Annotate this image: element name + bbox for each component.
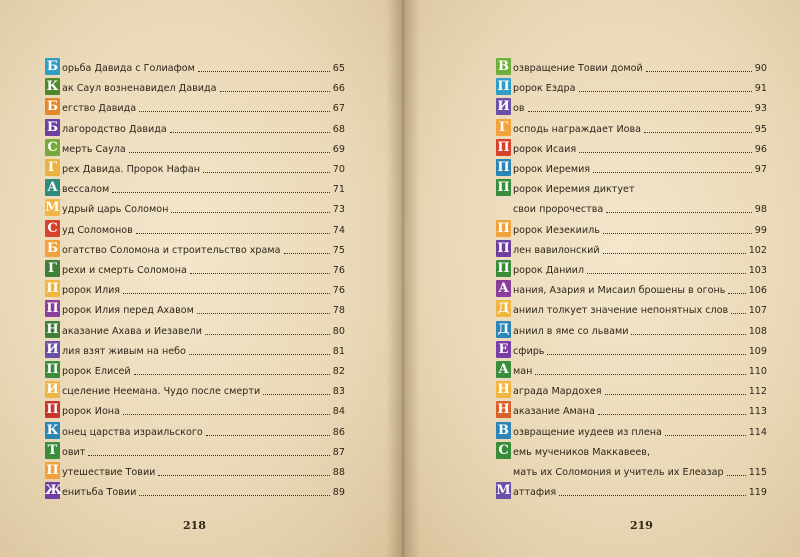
drop-cap-initial: Б — [46, 59, 59, 74]
dot-leader — [139, 495, 329, 496]
drop-cap-initial: П — [497, 160, 510, 175]
right-page-number: 219 — [630, 519, 653, 532]
toc-page-number: 96 — [754, 143, 767, 155]
drop-cap-initial: Е — [496, 341, 511, 358]
toc-entry-title: лагородство Давида — [62, 123, 167, 135]
drop-cap-initial: М — [496, 483, 511, 499]
dot-leader — [190, 273, 330, 274]
toc-entry-title: уд Соломонов — [62, 224, 133, 236]
drop-cap-initial: Д — [497, 301, 510, 317]
drop-cap-initial: Б — [46, 119, 59, 135]
dot-leader — [197, 313, 330, 314]
dot-leader — [170, 132, 330, 133]
dot-leader — [631, 334, 745, 335]
dot-leader — [646, 71, 752, 72]
toc-entry — [496, 178, 767, 196]
toc-entry — [45, 219, 345, 237]
toc-page-number: 73 — [332, 204, 345, 216]
toc-entry-title: вессалом — [62, 184, 110, 196]
dot-leader — [134, 374, 330, 375]
toc-entry-title: аказание Амана — [513, 406, 595, 418]
dot-leader — [205, 334, 330, 335]
toc-page-number: 91 — [754, 83, 767, 95]
toc-entry — [496, 340, 767, 358]
drop-cap-initial: С — [45, 139, 60, 156]
toc-entry — [45, 400, 345, 418]
drop-cap-initial: С — [45, 220, 60, 237]
drop-cap-initial: Г — [496, 119, 511, 136]
toc-entry — [496, 158, 767, 176]
toc-page-number: 69 — [332, 143, 345, 155]
dot-leader — [606, 212, 752, 213]
toc-entry-title: ророк Иеремия диктует — [513, 184, 635, 196]
dot-leader — [593, 172, 752, 173]
drop-cap-initial: П — [46, 463, 59, 478]
toc-entry-title: удрый царь Соломон — [62, 204, 169, 216]
toc-entry — [496, 259, 767, 277]
dot-leader — [728, 293, 745, 294]
toc-entry — [45, 239, 345, 257]
dot-leader — [605, 394, 746, 395]
toc-entry — [45, 259, 345, 277]
toc-entry-title: ророк Иеремия — [513, 164, 591, 175]
drop-cap-initial: И — [46, 382, 59, 398]
drop-cap-initial: М — [45, 200, 60, 216]
toc-page-number: 89 — [332, 487, 345, 499]
drop-cap-initial: Б — [46, 99, 59, 115]
drop-cap-initial: П — [497, 79, 510, 95]
toc-entry-title: нания, Азария и Мисаил брошены в огонь — [513, 285, 726, 297]
drop-cap-initial: Н — [497, 402, 510, 418]
toc-page-number: 103 — [748, 265, 767, 276]
dot-leader — [139, 111, 330, 112]
dot-leader — [88, 455, 329, 456]
toc-page-number: 68 — [332, 123, 345, 135]
toc-entry-title: ророк Даниил — [513, 265, 585, 276]
drop-cap-initial: Ж — [45, 483, 63, 499]
drop-cap-initial: В — [498, 59, 509, 74]
toc-entry-title: ророк Илия перед Ахавом — [62, 305, 194, 317]
dot-leader — [559, 495, 746, 496]
drop-cap-initial: П — [497, 220, 510, 236]
toc-entry — [496, 219, 767, 237]
toc-entry — [45, 320, 345, 338]
drop-cap-initial: Г — [45, 260, 60, 277]
drop-cap-initial: А — [496, 280, 511, 297]
toc-entry — [496, 299, 767, 317]
toc-entry — [45, 461, 345, 479]
toc-page-number: 97 — [754, 164, 767, 175]
toc-entry-title: ророк Исаия — [513, 143, 577, 155]
toc-entry — [45, 441, 345, 459]
toc-entry-title: сцеление Неемана. Чудо после смерти — [62, 386, 261, 398]
dot-leader — [112, 192, 330, 193]
toc-entry-title: ман — [513, 366, 533, 377]
dot-leader — [203, 172, 330, 173]
dot-leader — [123, 414, 330, 415]
drop-cap-initial: Н — [497, 382, 510, 398]
toc-page-number: 98 — [754, 204, 767, 216]
drop-cap-initial: А — [45, 179, 60, 196]
toc-entry — [496, 239, 767, 257]
toc-page-number: 80 — [332, 325, 345, 337]
toc-entry-title: емь мучеников Маккавеев, — [513, 446, 650, 458]
toc-page-number: 107 — [748, 305, 767, 317]
toc-entry — [496, 380, 767, 398]
toc-entry — [496, 481, 767, 499]
toc-page-number: 76 — [332, 285, 345, 297]
toc-entry-title: огатство Соломона и строительство храма — [62, 244, 281, 256]
toc-entry-continuation — [513, 461, 767, 479]
toc-entry — [496, 138, 767, 156]
dot-leader — [727, 475, 746, 476]
toc-entry-title: егство Давида — [62, 103, 137, 115]
toc-entry — [45, 299, 345, 317]
toc-entry-title: онец царства израильского — [62, 426, 203, 438]
drop-cap-initial: В — [498, 422, 509, 438]
toc-page-number: 108 — [748, 325, 767, 337]
toc-entry-title: лен вавилонский — [513, 244, 600, 256]
toc-entry — [45, 340, 345, 358]
toc-entry-title: сфирь — [513, 345, 545, 357]
drop-cap-initial: П — [46, 281, 59, 297]
toc-entry-title: овит — [62, 446, 86, 458]
drop-cap-initial: К — [46, 422, 59, 438]
drop-cap-initial: П — [46, 402, 59, 418]
toc-page-number: 75 — [332, 244, 345, 256]
left-page-number: 218 — [183, 519, 206, 532]
toc-entry — [496, 441, 767, 459]
toc-entry — [496, 360, 767, 378]
dot-leader — [731, 313, 746, 314]
toc-entry-title: мерть Саула — [62, 143, 126, 155]
toc-entry-title: лия взят живым на небо — [62, 345, 186, 357]
toc-entry-title: мать их Соломония и учитель их Елеазар — [513, 467, 724, 478]
toc-entry — [45, 158, 345, 176]
toc-page-number: 110 — [748, 366, 767, 377]
toc-page-number: 93 — [754, 103, 767, 115]
drop-cap-initial: Т — [45, 442, 60, 459]
toc-entry-title: аниил в яме со львами — [513, 325, 629, 337]
toc-entry-title: ак Саул возненавидел Давида — [62, 83, 217, 95]
dot-leader — [603, 233, 752, 234]
toc-entry-title: ророк Иезекииль — [513, 224, 600, 236]
drop-cap-initial: И — [46, 341, 59, 357]
toc-entry — [45, 421, 345, 439]
toc-entry — [45, 178, 345, 196]
toc-entry-title: ов — [513, 103, 525, 115]
toc-entry-title: свои пророчества — [513, 204, 604, 216]
dot-leader — [603, 253, 746, 254]
toc-entry — [45, 97, 345, 115]
toc-entry — [496, 279, 767, 297]
toc-entry-title: аказание Ахава и Иезавели — [62, 325, 202, 337]
toc-page-number: 82 — [332, 366, 345, 377]
drop-cap-initial: Г — [45, 159, 60, 176]
drop-cap-initial: П — [46, 362, 59, 377]
toc-entry-title: ророк Елисей — [62, 366, 131, 377]
toc-entry-continuation — [513, 198, 767, 216]
drop-cap-initial: П — [497, 139, 510, 155]
dot-leader — [284, 253, 330, 254]
right-page — [402, 0, 800, 557]
toc-entry — [496, 421, 767, 439]
toc-entry — [45, 279, 345, 297]
toc-page-number: 106 — [748, 285, 767, 297]
toc-entry — [496, 77, 767, 95]
toc-entry — [496, 97, 767, 115]
toc-entry-title: енитьба Товии — [62, 487, 137, 499]
toc-page-number: 67 — [332, 103, 345, 115]
drop-cap-initial: П — [46, 301, 59, 317]
toc-page-number: 119 — [748, 487, 767, 499]
toc-page-number: 71 — [332, 184, 345, 196]
toc-entry-title: рех Давида. Пророк Нафан — [62, 164, 201, 175]
dot-leader — [547, 354, 745, 355]
drop-cap-initial: Н — [46, 321, 59, 337]
toc-page-number: 113 — [748, 406, 767, 418]
toc-page-number: 114 — [748, 426, 767, 438]
dot-leader — [579, 91, 752, 92]
toc-entry-title: ророк Иона — [62, 406, 120, 418]
toc-entry-title: аниил толкует значение непонятных слов — [513, 305, 729, 317]
toc-page-number: 86 — [332, 426, 345, 438]
toc-entry — [496, 57, 767, 75]
drop-cap-initial: А — [496, 361, 511, 378]
toc-page-number: 99 — [754, 224, 767, 236]
dot-leader — [129, 152, 330, 153]
toc-entry-title: озвращение иудеев из плена — [513, 426, 662, 438]
drop-cap-initial: И — [497, 99, 510, 115]
toc-entry — [45, 118, 345, 136]
toc-entry-title: рехи и смерть Соломона — [62, 265, 187, 276]
toc-entry-title: озвращение Товии домой — [513, 63, 643, 74]
toc-page-number: 87 — [332, 446, 345, 458]
toc-page-number: 109 — [748, 345, 767, 357]
dot-leader — [644, 132, 752, 133]
toc-entry — [45, 77, 345, 95]
toc-entry — [45, 481, 345, 499]
toc-page-number: 81 — [332, 345, 345, 357]
toc-page-number: 112 — [748, 386, 767, 398]
toc-page-number: 70 — [332, 164, 345, 175]
toc-entry-title: орьба Давида с Голиафом — [62, 63, 195, 74]
dot-leader — [665, 435, 746, 436]
toc-page-number: 78 — [332, 305, 345, 317]
toc-entry — [45, 198, 345, 216]
dot-leader — [198, 71, 330, 72]
toc-entry-title: ророк Ездра — [513, 83, 576, 95]
drop-cap-initial: Б — [46, 240, 59, 256]
toc-entry — [45, 360, 345, 378]
toc-page-number: 90 — [754, 63, 767, 74]
toc-entry — [45, 380, 345, 398]
toc-entry — [496, 118, 767, 136]
toc-page-number: 76 — [332, 265, 345, 276]
dot-leader — [220, 91, 330, 92]
dot-leader — [171, 212, 329, 213]
dot-leader — [206, 435, 330, 436]
toc-entry-title: осподь награждает Иова — [513, 123, 642, 135]
drop-cap-initial: Д — [497, 321, 510, 337]
toc-entry-title: аграда Мардохея — [513, 386, 602, 398]
toc-page-number: 83 — [332, 386, 345, 398]
toc-entry — [45, 57, 345, 75]
drop-cap-initial: К — [46, 79, 59, 95]
drop-cap-initial: С — [496, 442, 511, 459]
dot-leader — [579, 152, 752, 153]
toc-entry — [45, 138, 345, 156]
toc-page-number: 74 — [332, 224, 345, 236]
toc-entry-title: аттафия — [513, 487, 557, 499]
book-gutter — [386, 0, 420, 557]
toc-page-number: 88 — [332, 467, 345, 478]
toc-entry — [496, 320, 767, 338]
dot-leader — [158, 475, 329, 476]
toc-page-number: 115 — [748, 467, 767, 478]
toc-entry — [496, 400, 767, 418]
dot-leader — [535, 374, 745, 375]
drop-cap-initial: П — [497, 180, 510, 196]
toc-entry-title: ророк Илия — [62, 285, 121, 297]
dot-leader — [587, 273, 746, 274]
dot-leader — [123, 293, 330, 294]
dot-leader — [189, 354, 330, 355]
toc-entry-title: утешествие Товии — [62, 467, 156, 478]
drop-cap-initial: П — [497, 240, 510, 256]
dot-leader — [598, 414, 746, 415]
dot-leader — [263, 394, 330, 395]
toc-page-number: 102 — [748, 244, 767, 256]
toc-page-number: 65 — [332, 63, 345, 74]
toc-page-number: 95 — [754, 123, 767, 135]
dot-leader — [528, 111, 752, 112]
dot-leader — [136, 233, 330, 234]
toc-page-number: 84 — [332, 406, 345, 418]
toc-page-number: 66 — [332, 83, 345, 95]
drop-cap-initial: П — [497, 261, 510, 276]
